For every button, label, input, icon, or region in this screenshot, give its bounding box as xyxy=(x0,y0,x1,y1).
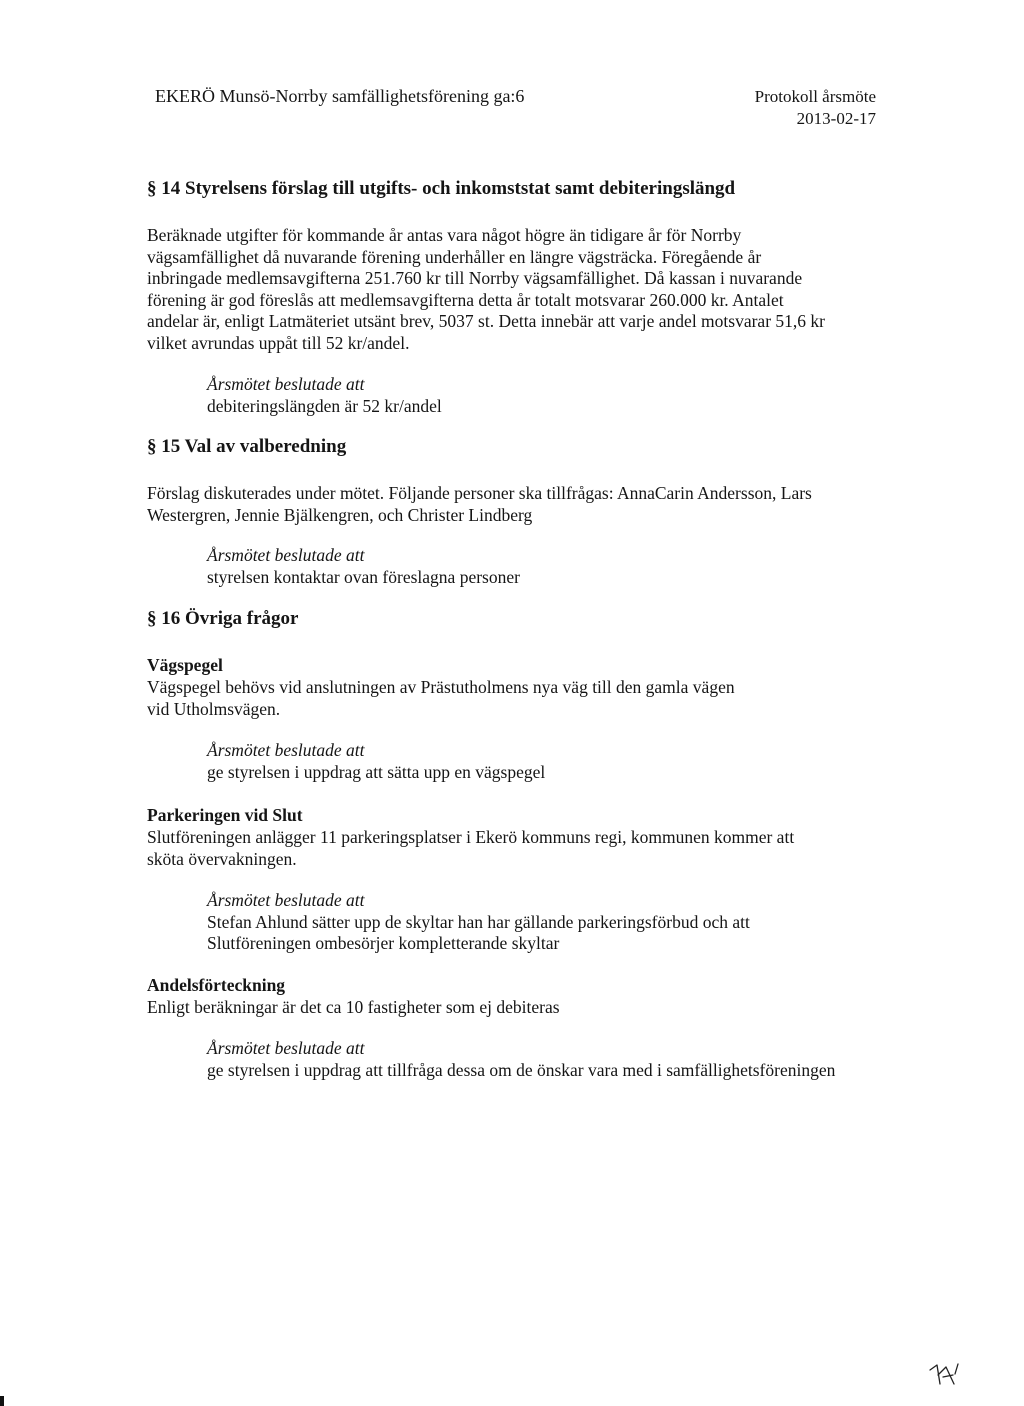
decision-line: debiteringslängden är 52 kr/andel xyxy=(207,395,442,416)
section-15-body xyxy=(147,483,887,526)
parkering-body xyxy=(147,827,887,870)
decision-lead: Årsmötet beslutade att xyxy=(207,1038,365,1058)
section-16-title: § 16 Övriga frågor xyxy=(147,608,299,629)
decision-lead: Årsmötet beslutade att xyxy=(207,545,365,565)
andel-decision xyxy=(207,1038,835,1081)
section-15-title: § 15 Val av valberedning xyxy=(147,436,347,457)
scan-edge-mark xyxy=(0,1396,4,1406)
header-meta xyxy=(755,86,876,130)
header-date: 2013-02-17 xyxy=(796,109,876,128)
body-line: Westergren, Jennie Bjälkengren, och Christer Lindberg xyxy=(147,504,533,525)
body-line: vilket avrundas uppåt till 52 kr/andel. xyxy=(147,332,410,353)
body-line: andelar är, enligt Latmäteriet utsänt brev, 5037 st. Detta innebär att varje andel motsvarar 51,6 kr xyxy=(147,311,825,331)
body-line: Förslag diskuterades under mötet. Följande personer ska tillfrågas: AnnaCarin Andersson, Lars xyxy=(147,483,812,503)
section-14-decision xyxy=(207,374,442,417)
vagspegel-body xyxy=(147,677,887,720)
body-line: Vägspegel behövs vid anslutningen av Prästutholmens nya väg till den gamla vägen xyxy=(147,677,735,697)
section-14-body xyxy=(147,225,887,354)
vagspegel-decision xyxy=(207,740,545,783)
body-line: förening är god föreslås att medlemsavgifterna detta år totalt motsvarar 260.000 kr. Antalet xyxy=(147,289,784,310)
decision-lead: Årsmötet beslutade att xyxy=(207,890,365,910)
header-association: EKERÖ Munsö-Norrby samfällighetsförening ga:6 xyxy=(155,86,525,106)
decision-line: ge styrelsen i uppdrag att tillfråga dessa om de önskar vara med i samfällighetsföreningen xyxy=(207,1059,836,1080)
decision-line: ge styrelsen i uppdrag att sätta upp en vägspegel xyxy=(207,761,546,782)
section-14-title: § 14 Styrelsens förslag till utgifts- och inkomststat samt debiteringslängd xyxy=(147,178,736,199)
body-line: Enligt beräkningar är det ca 10 fastigheter som ej debiteras xyxy=(147,997,560,1017)
vagspegel-heading: Vägspegel xyxy=(147,655,223,675)
parkering-heading: Parkeringen vid Slut xyxy=(147,805,303,825)
section-15-decision xyxy=(207,545,520,588)
body-line: Beräknade utgifter för kommande år antas vara något högre än tidigare år för Norrby xyxy=(147,225,742,245)
decision-lead: Årsmötet beslutade att xyxy=(207,740,365,760)
body-line: Slutföreningen anlägger 11 parkeringsplatser i Ekerö kommuns regi, kommunen kommer att xyxy=(147,827,795,847)
decision-line: styrelsen kontaktar ovan föreslagna personer xyxy=(207,566,520,587)
decision-lead: Årsmötet beslutade att xyxy=(207,374,365,394)
body-line: vid Utholmsvägen. xyxy=(147,698,281,719)
andel-body xyxy=(147,997,887,1019)
body-line: sköta övervakningen. xyxy=(147,848,297,869)
andel-heading: Andelsförteckning xyxy=(147,975,286,995)
handwritten-initials-signature xyxy=(928,1362,964,1388)
parkering-decision xyxy=(207,890,750,955)
body-line: inbringade medlemsavgifterna 251.760 kr till Norrby vägsamfällighet. Då kassan i nuvarande xyxy=(147,268,803,288)
header-doc-type: Protokoll årsmöte xyxy=(754,87,876,106)
decision-line: Stefan Ahlund sätter upp de skyltar han har gällande parkeringsförbud och att xyxy=(207,911,750,932)
decision-line: Slutföreningen ombesörjer kompletterande skyltar xyxy=(207,933,560,953)
body-line: vägsamfällighet då nuvarande förening underhåller en längre vägsträcka. Föregående år xyxy=(147,246,762,267)
